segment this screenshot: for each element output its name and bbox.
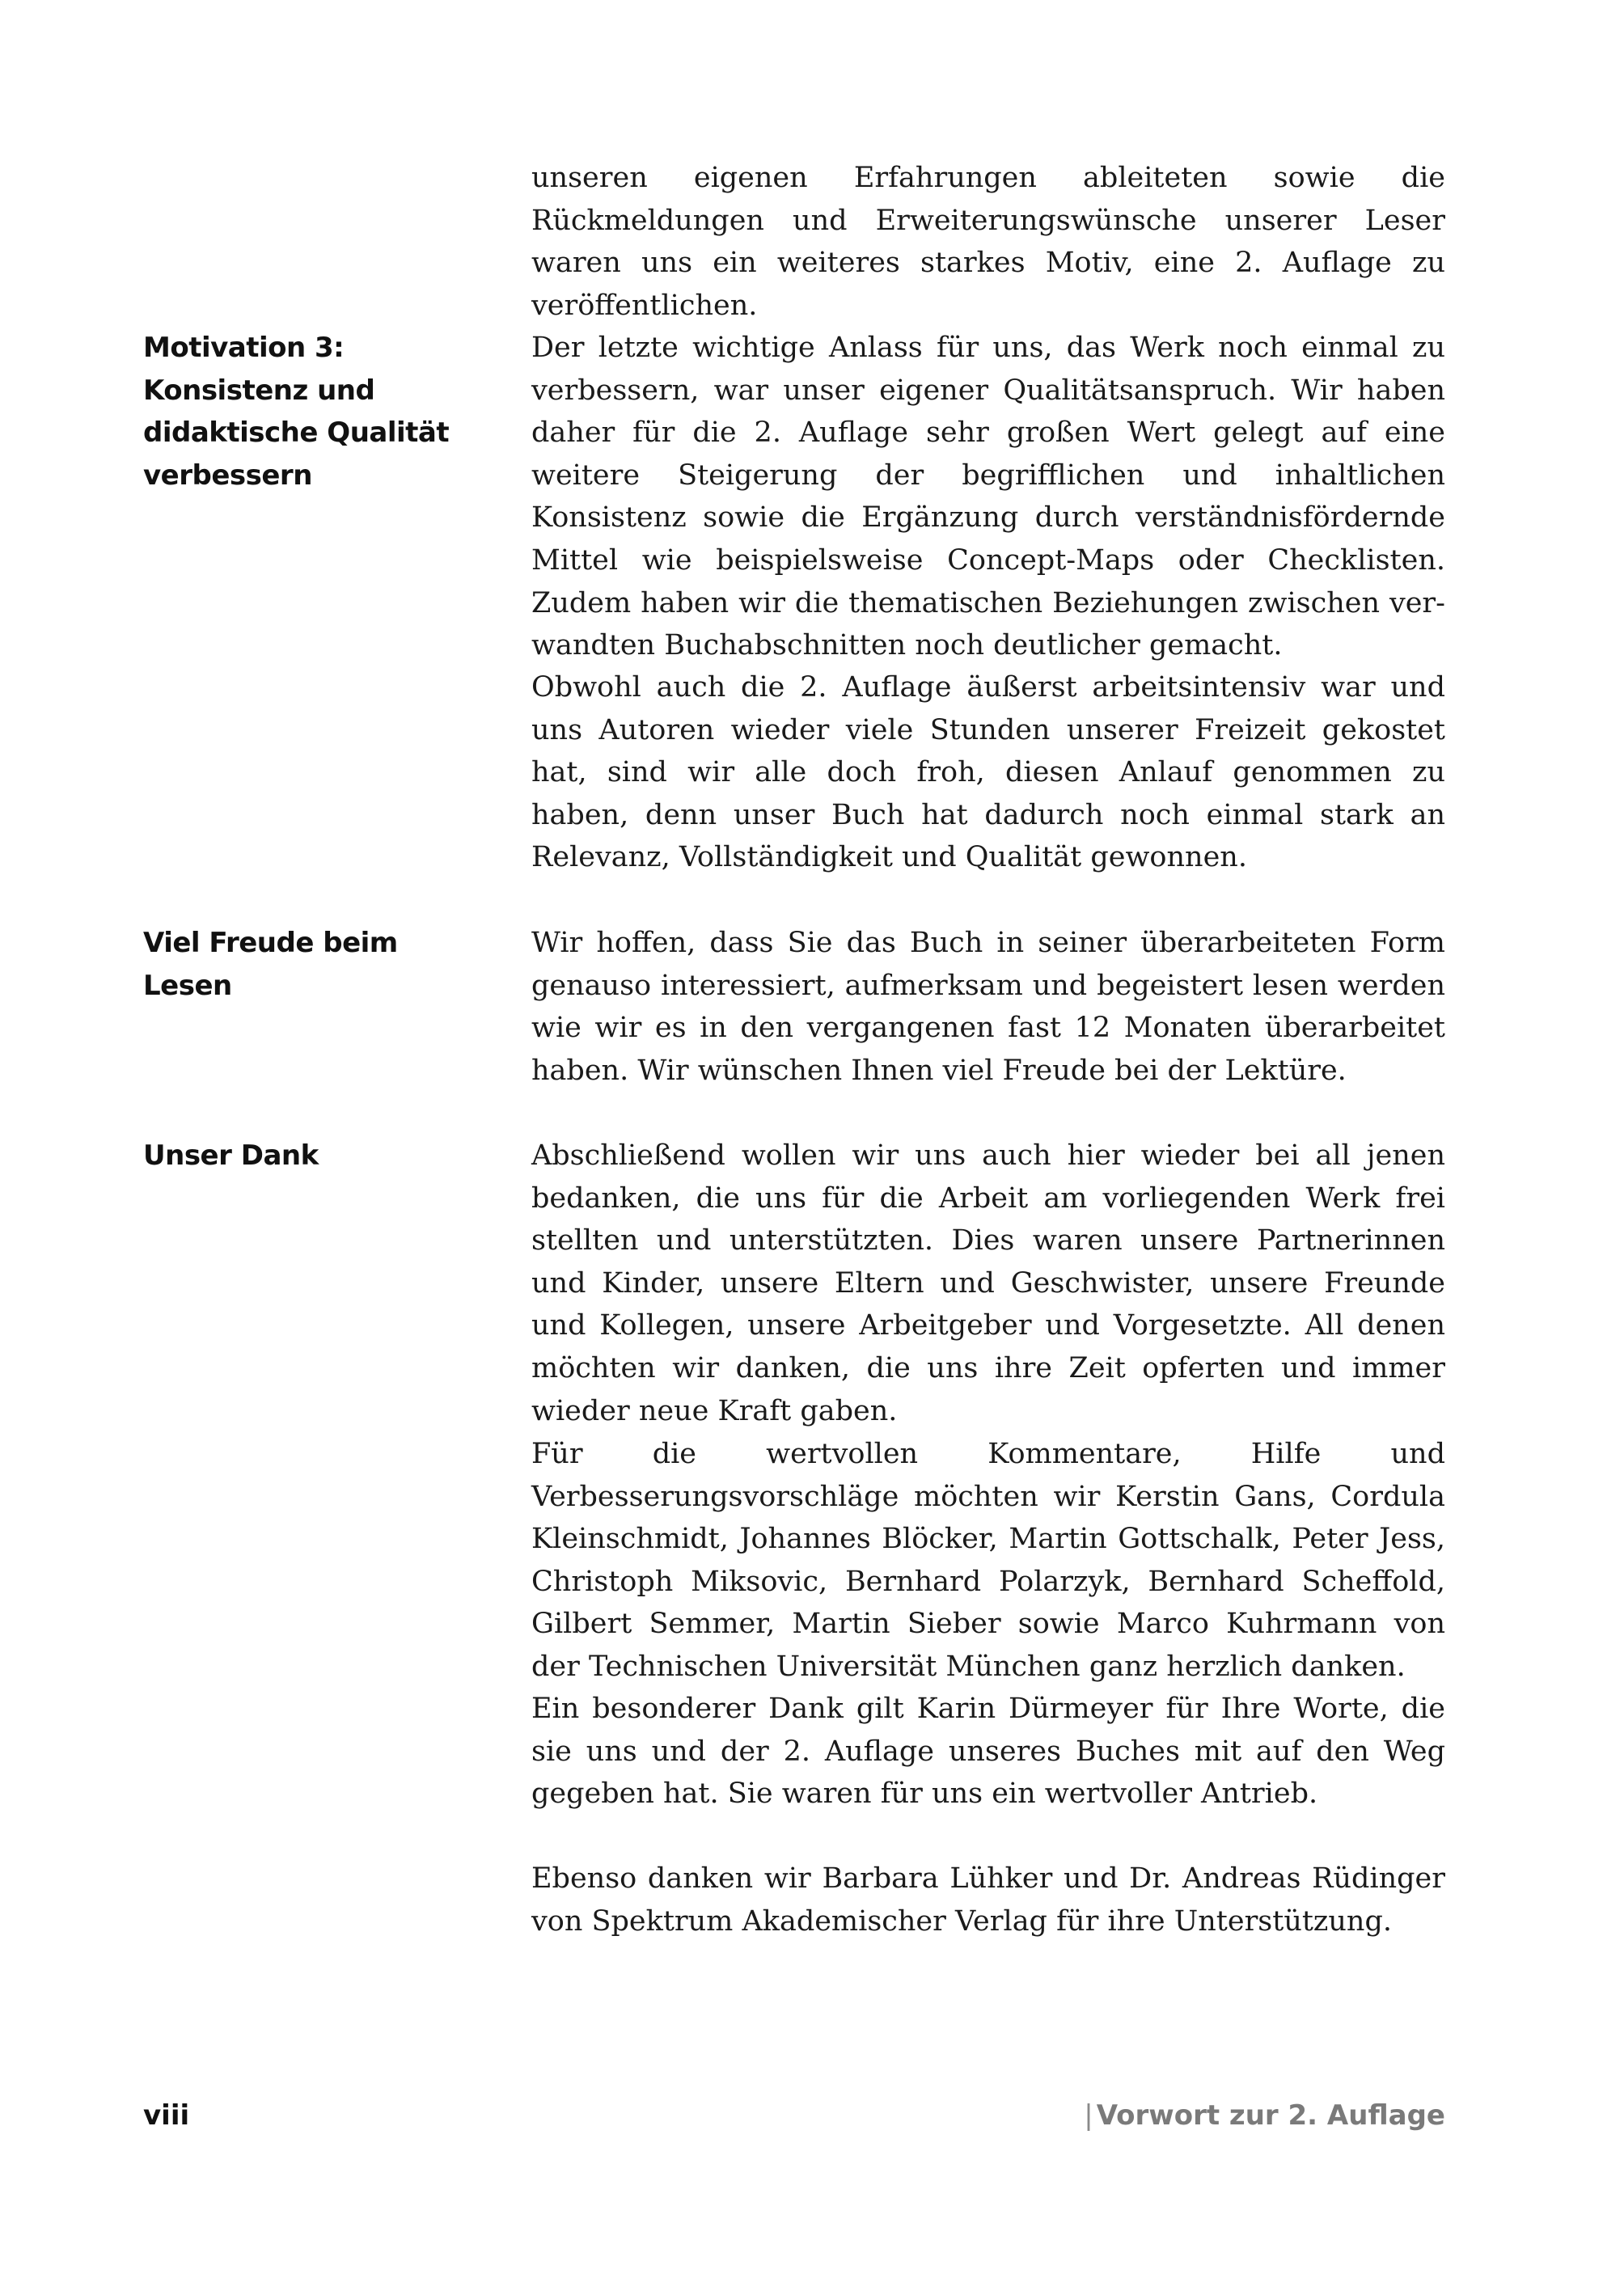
page-number: viii bbox=[143, 2099, 190, 2132]
running-footer bbox=[1084, 2096, 1445, 2135]
paragraph-thanks-publisher: Ebenso danken wir Barbara Lühker und Dr. Andreas Rüdinger von Spektrum Akademischer Verlag für ihre Unterstützung. bbox=[531, 1862, 1445, 1938]
side-heading-unser-dank: Unser Dank bbox=[143, 1139, 319, 1172]
paragraph-thanks-duermeyer: Ein besonderer Dank gilt Karin Dürmeyer für Ihre Worte, die sie uns und der 2. Auflage unseres Buches mit auf den Weg gegeben hat. Sie waren für uns ein wertvoller Antrieb. bbox=[531, 1693, 1445, 1811]
paragraph-quality: Der letzte wichtige Anlass für uns, das Werk noch einmal zu verbessern, war unser eigener Qualitätsanspruch. Wir haben daher für die 2. Auflage sehr großen Wert gelegt auf eine weitere Steigerung der begrifflichen und inhaltlichen Konsistenz sowie die Ergänzung durch verständnisfördernde Mittel wie beispielsweise Concept-Maps oder Checklisten. Zudem haben wir die thematischen Beziehungen zwischen verwandten Buchabschnitten noch deutlicher gemacht. bbox=[531, 332, 1445, 662]
paragraph-thanks-family: Abschließend wollen wir uns auch hier wieder bei all jenen bedanken, die uns für die Arbeit am vorliegenden Werk frei stellten und unterstützten. Dies waren unsere Partnerinnen und Kinder, unsere Eltern und Geschwister, unsere Freunde und Kollegen, unsere Arbeitgeber und Vorgesetzte. All denen möchten wir danken, die uns ihre Zeit opferten und immer wieder neue Kraft gaben. bbox=[531, 1139, 1445, 1427]
paragraph-effort: Obwohl auch die 2. Auflage äußerst arbeitsintensiv war und uns Autoren wieder viele Stunden unserer Freizeit gekostet hat, sind wir alle doch froh, diesen Anlauf genommen zu haben, denn unser Buch hat dadurch noch einmal stark an Relevanz, Vollständigkeit und Qualität gewonnen. bbox=[531, 671, 1445, 874]
paragraph-reading-wish: Wir hoffen, dass Sie das Buch in seiner überarbeiteten Form genauso interessiert, aufmerksam und begeistert lesen werden wie wir es in den vergangenen fast 12 Monaten überarbeitet haben. Wir wünschen Ihnen viel Freude bei der Lektüre. bbox=[531, 927, 1445, 1087]
side-heading-viel-freude: Viel Freude beim Lesen bbox=[143, 927, 398, 1002]
running-title: Vorwort zur 2. Auflage bbox=[1096, 2099, 1445, 2132]
side-heading-motivation-3: Motivation 3: Konsistenz und didaktische Qualität verbessern bbox=[143, 332, 450, 492]
paragraph-continuation: unseren eigenen Erfahrungen ableiteten sowie die Rückmeldungen und Erweiterungswünsche unserer Leser waren uns ein weiteres starkes Motiv, eine 2. Auflage zu veröffentlichen. bbox=[531, 162, 1445, 322]
paragraph-thanks-reviewers: Für die wertvollen Kommentare, Hilfe und Verbesserungsvorschläge möchten wir Kerstin Gans, Cordula Kleinschmidt, Johannes Blöcker, Martin Gottschalk, Peter Jess, Christoph Miksovic, Bernhard Polarzyk, Bernhard Scheffold, Gilbert Semmer, Martin Sieber sowie Marco Kuhrmann von der Technischen Universität München ganz herzlich danken. bbox=[531, 1438, 1445, 1683]
footer-separator: | bbox=[1084, 2099, 1093, 2132]
